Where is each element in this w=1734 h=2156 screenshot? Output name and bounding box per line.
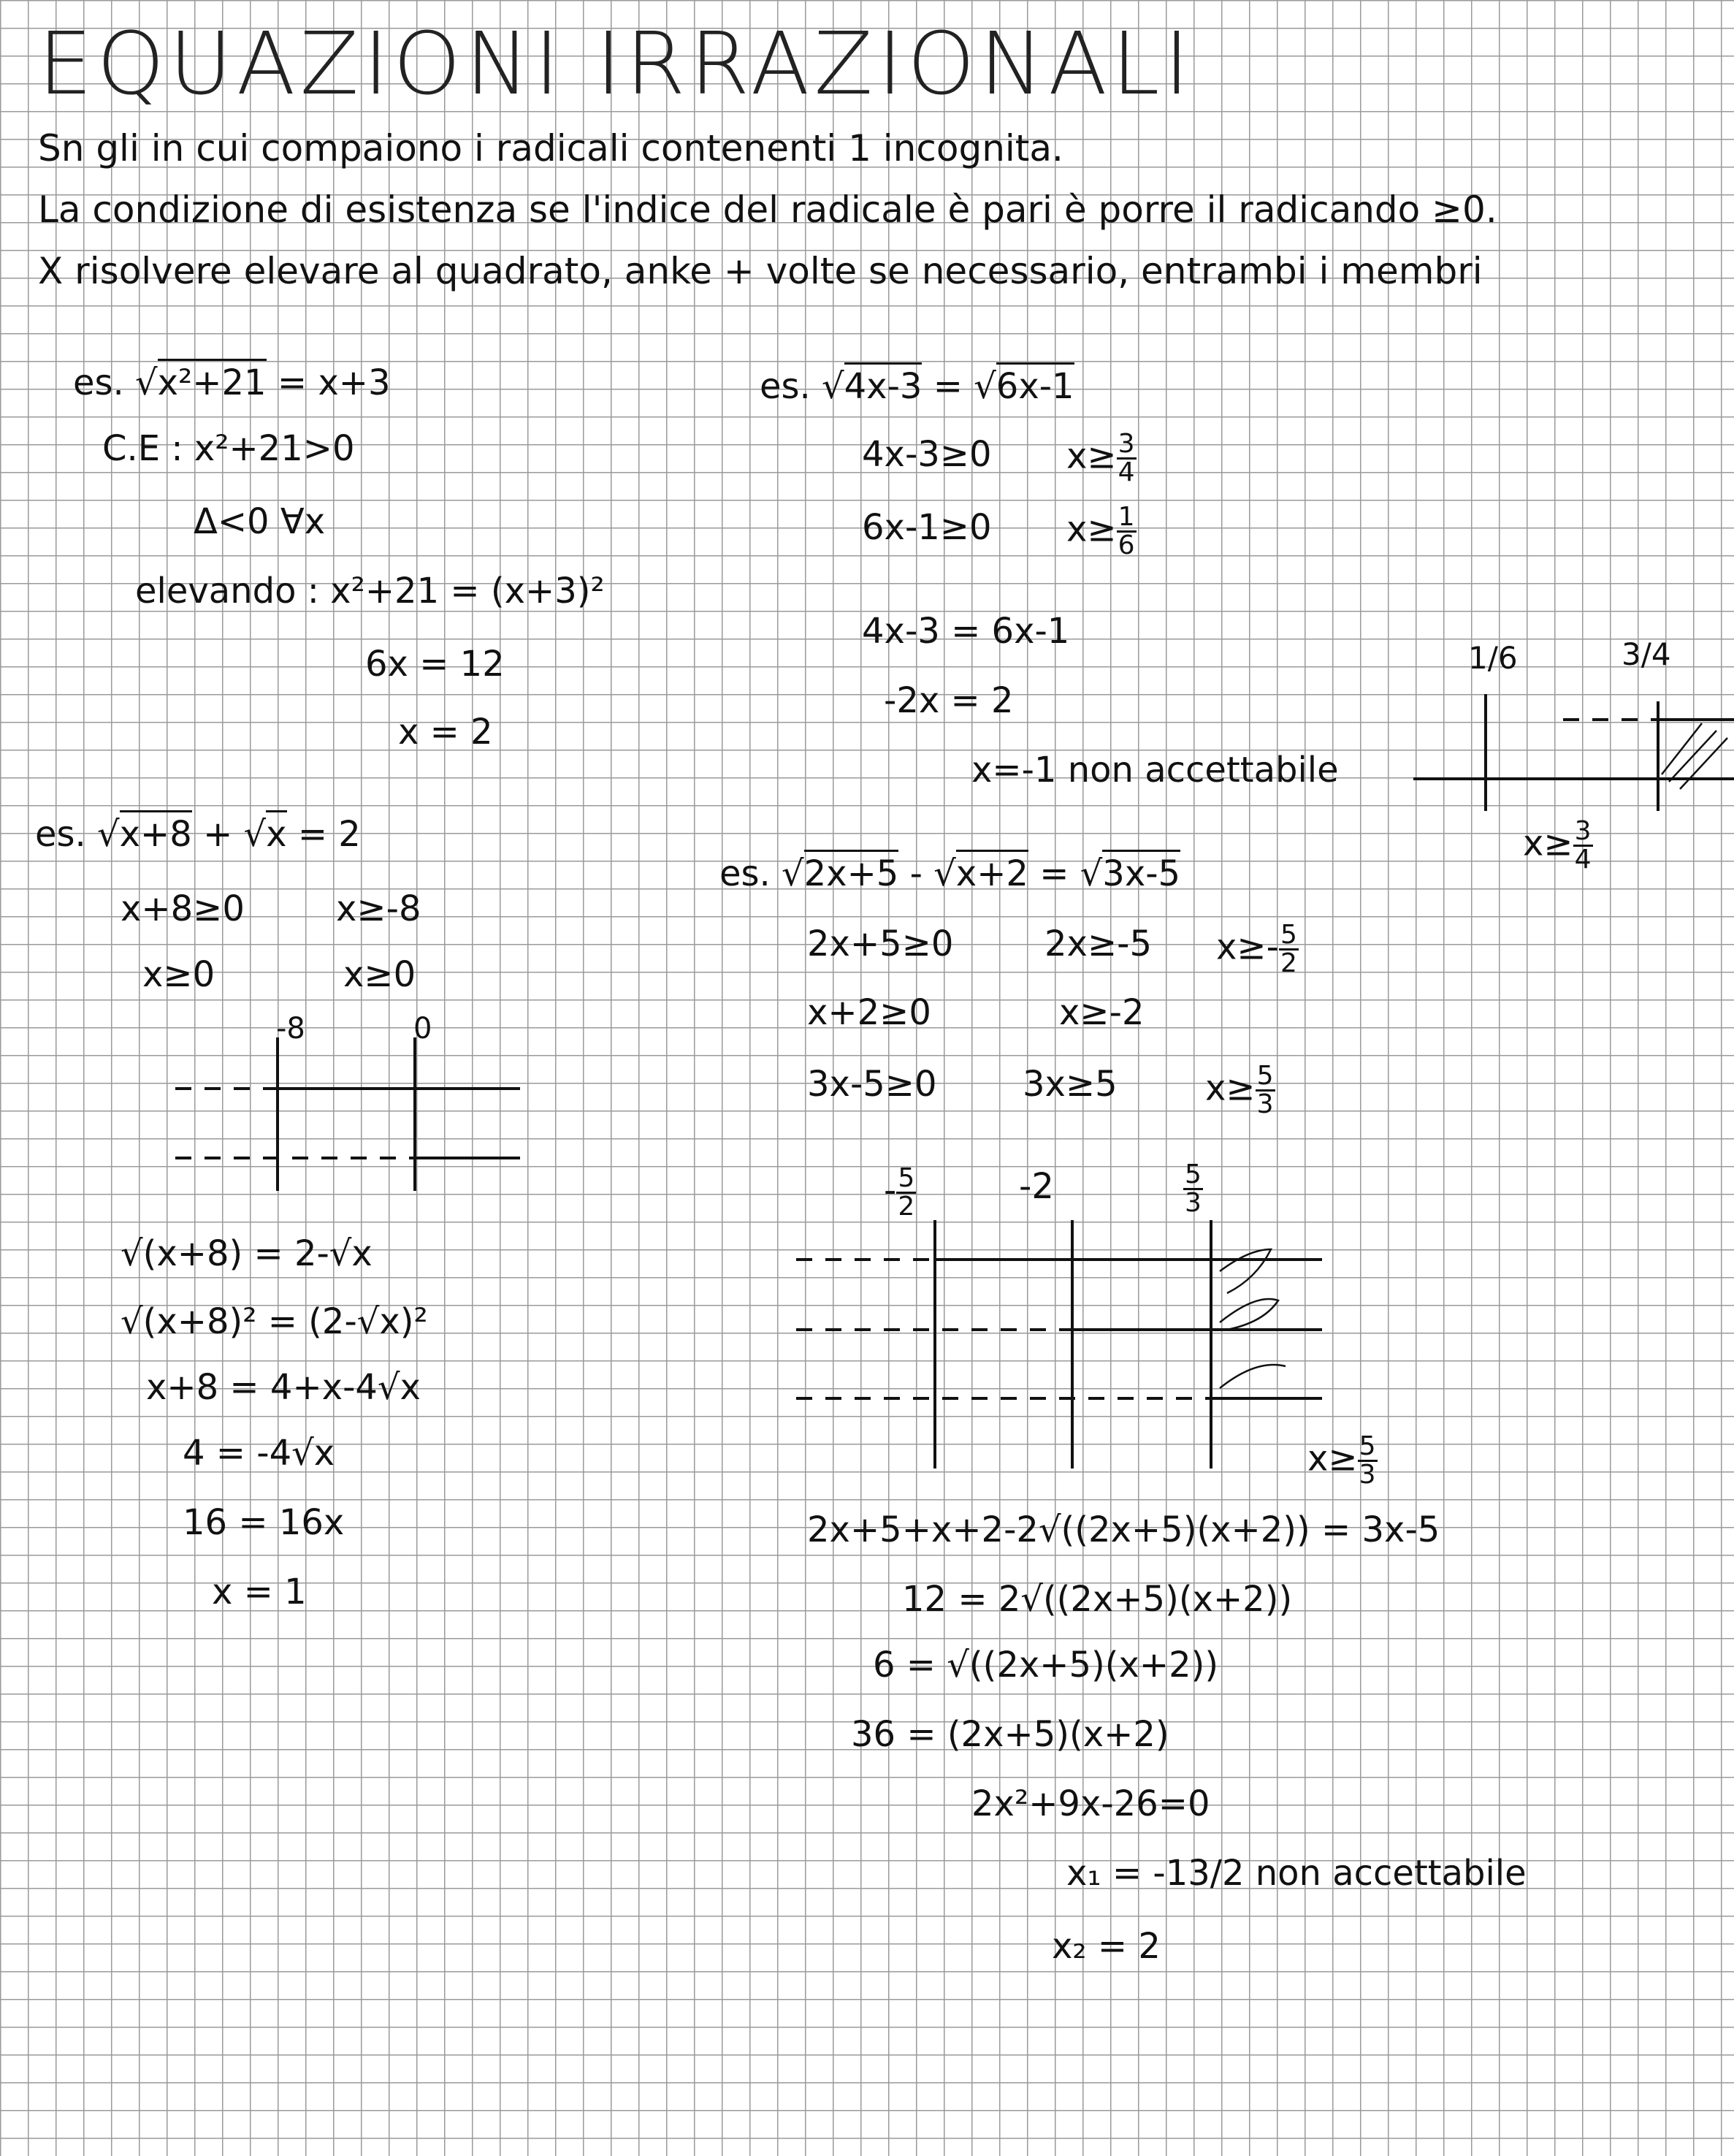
- ex4-sign-graph: [796, 1220, 1322, 1469]
- ex3-solution: x = 1: [212, 1572, 307, 1612]
- ex3-equation: es. √x+8 + √x = 2: [35, 817, 361, 852]
- intro-line-2: La condizione di esistenza se l'indice del radicale è pari è porre il radicando ≥0.: [38, 188, 1497, 231]
- ex3-step-3: x+8 = 4+x-4√x: [146, 1367, 421, 1408]
- ex1-equation: es. √x²+21 = x+3: [73, 365, 391, 400]
- ex3-sign-graph: [175, 1037, 520, 1191]
- ex4-condition-3-mid: 3x≥5: [1023, 1064, 1118, 1105]
- ex4-step-2: 12 = 2√((2x+5)(x+2)): [902, 1579, 1293, 1620]
- ex2-step-1: 4x-3 = 6x-1: [862, 611, 1070, 652]
- ex3-condition-2-result: x≥0: [343, 954, 416, 995]
- ex3-step-5: 16 = 16x: [183, 1502, 345, 1543]
- ex1-squaring: elevando : x²+21 = (x+3)²: [135, 571, 605, 612]
- ex1-delta: Δ<0 ∀x: [194, 501, 326, 542]
- ex4-graph-hatch: [1220, 1249, 1286, 1388]
- ex4-step-6: x₁ = -13/2 non accettabile: [1066, 1853, 1527, 1894]
- ex4-condition-2-result: x≥-2: [1059, 992, 1145, 1033]
- ex2-graph-label-b: 3/4: [1622, 636, 1671, 672]
- ex2-sign-graph: [1413, 694, 1734, 811]
- intro-line-1: Sn gli in cui compaiono i radicali contenenti 1 incognita.: [38, 127, 1063, 169]
- ex4-step-4: 36 = (2x+5)(x+2): [851, 1714, 1169, 1755]
- intro-line-3: X risolvere elevare al quadrato, anke + volte se necessario, entrambi i membri: [38, 250, 1483, 292]
- ex3-condition-1-result: x≥-8: [336, 888, 421, 929]
- ex4-condition-3: 3x-5≥0: [807, 1064, 937, 1105]
- ex2-equation: es. √4x-3 = √6x-1: [760, 369, 1074, 404]
- ex4-step-3: 6 = √((2x+5)(x+2)): [873, 1645, 1219, 1685]
- ex4-condition-3-result: x≥ $\frac{5}{3}$: [1205, 1061, 1274, 1119]
- ex3-condition-1: x+8≥0: [121, 888, 245, 929]
- ex1-step-1: 6x = 12: [365, 644, 505, 685]
- ex4-step-5: 2x²+9x-26=0: [971, 1783, 1210, 1824]
- ex1-existence-condition: C.E : x²+21>0: [102, 428, 355, 469]
- ex4-graph-result: x≥ $\frac{5}{3}$: [1307, 1431, 1376, 1490]
- ex4-step-1: 2x+5+x+2-2√((2x+5)(x+2)) = 3x-5: [807, 1509, 1440, 1550]
- ex3-step-1: √(x+8) = 2-√x: [121, 1233, 373, 1274]
- ex2-condition-1-result: x≥ $\frac{3}{4}$: [1066, 429, 1135, 487]
- ex3-step-2: √(x+8)² = (2-√x)²: [121, 1301, 428, 1342]
- ex3-step-4: 4 = -4√x: [183, 1433, 335, 1474]
- ex4-solution: x₂ = 2: [1052, 1926, 1161, 1967]
- ex1-radicand: x²+21: [158, 359, 267, 403]
- ex3-condition-2: x≥0: [142, 954, 215, 995]
- ex4-condition-1-mid: 2x≥-5: [1044, 923, 1153, 964]
- ex4-graph-label-b: -2: [1019, 1166, 1054, 1207]
- page-title: EQUAZIONI IRRAZIONALI: [38, 13, 1194, 114]
- ex2-graph-result: x≥ $\frac{3}{4}$: [1523, 816, 1592, 875]
- ex3-graph-label-b: 0: [413, 1012, 432, 1045]
- ex1-solution: x = 2: [398, 712, 493, 753]
- ex4-graph-label-c: $\frac{5}{3}$: [1185, 1159, 1202, 1218]
- ex2-solution: x=-1 non accettabile: [971, 750, 1339, 791]
- ex3-graph-label-a: -8: [276, 1012, 305, 1045]
- ex2-condition-2-result: x≥ $\frac{1}{6}$: [1066, 502, 1135, 560]
- ex4-graph-label-a: - $\frac{5}{2}$: [884, 1163, 915, 1222]
- ex4-condition-1-result: x≥- $\frac{5}{2}$: [1216, 920, 1297, 978]
- ex2-condition-1: 4x-3≥0: [862, 434, 992, 475]
- ex4-condition-2: x+2≥0: [807, 992, 931, 1033]
- ex2-condition-2: 6x-1≥0: [862, 507, 992, 548]
- ex4-condition-1: 2x+5≥0: [807, 923, 954, 964]
- ex2-graph-label-a: 1/6: [1468, 640, 1518, 676]
- ex4-equation: es. √2x+5 - √x+2 = √3x-5: [719, 856, 1180, 891]
- ex2-step-2: -2x = 2: [884, 680, 1014, 721]
